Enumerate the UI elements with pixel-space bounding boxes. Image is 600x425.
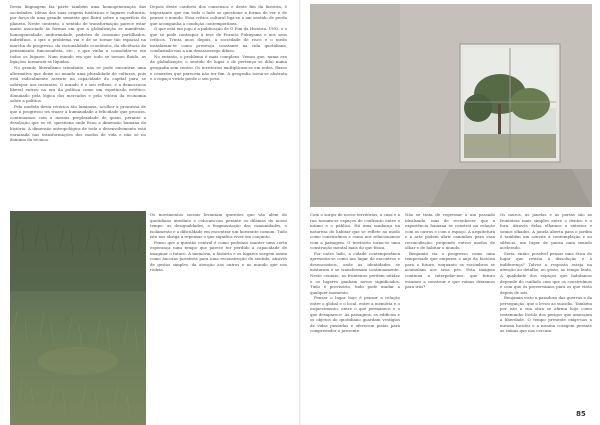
page-gutter (299, 0, 301, 425)
paragraph: Pela medida desta retórica tão luminosa, acolher a promessa de que o progresso irá trazer à humanidade a felicidade que procura, continuamos com a mesma perplexidade de quem, perante a desolação que se vê, questiona onde ficou a dimensão humana da história. A dimensão antropológica de todo o desenvolvimento está enraizada nas transformações dos modos de vida e não só no domínio da técnica. (10, 103, 146, 143)
paragraph: Os movimentos sociais levantam questões que vão além do quotidiano imediato e colocam-nos perante os dilemas do nosso tempo: as desigualdades, a fragmentação das comunidades, o isolamento e a dificuldade em encontrar um horizonte comum. Tudo isto nos obriga a repensar o que significa viver em conjunto. (150, 212, 287, 240)
page-number: 85 (576, 410, 586, 418)
paragraph: No grande liberalismo triunfante, não se pode encontrar uma alternativa que deixe ao mundo uma pluralidade de culturas, pois está radicalmente assente na capacidade do capital para se sobrepor aos restantes. O mundo é o seu reflexo, e a democracia liberal entrou na era da política como um espetáculo estético, dominado pela lógica dos mercados e pela vitória da economia sobre a política. (10, 65, 146, 104)
left-column-2 (150, 4, 287, 207)
right-column-2 (405, 212, 495, 410)
left-column-2-continued (150, 212, 287, 425)
right-column-1 (310, 212, 400, 410)
paragraph: Desta linguagem faz parte também uma homogeneização das sociedades. Ideias das suas origens históricas e lugares culturais, por força de uma grande semente que fluirá sobre a superfície do planeta. Neste contexto, o sentido de transformação parece estar muito associado às formas em que a globalização se manifesta: homogeneidade, uniformidade, padrões de consumo partilhados, indivíduos, o que o problema vai e de se tornar tão espacial na marcha do progresso, da racionalidade econômica, da eficiência do pensamento funcionalista, etc., e que vinha a consolidar-se em todos os lugares. Num mundo em que todo se tornou fluido, as ligações tornaram-se líquidas. (10, 4, 146, 65)
paragraph: Por outro lado, a cidade contemporânea apresenta-se como um lugar de encontros e desencontros, onde as identidades se misturam e se transformam continuamente. Neste cenário, as fronteiras perdem nitidez e os lugares ganham novos significados. Tudo é provisório, tudo pode mudar a qualquer momento. (310, 250, 400, 295)
paragraph: Os muros, as janelas e as portas são as fronteiras mais simples entre o dentro e o fora. Através delas olhamos o exterior e somos olhados. A janela aberta para o jardim é também um convite à contemplação e ao silêncio, um lugar de pausa num mundo acelerado. (500, 212, 592, 251)
left-column-1 (10, 4, 146, 207)
paragraph: Seria, então, possível pensar uma ética do lugar que resista à dissolução e à indiferença? Talvez a resposta esteja na atenção ao detalhe, ao gesto, ao tempo lento. A qualidade dos espaços que habitamos depende do cuidado com que os construímos e com que os preservamos para os que virão depois de nós. (500, 250, 592, 295)
right-column-3 (500, 212, 592, 402)
paragraph: Não se trata de regressar a um passado idealizado, mas de reconhecer que a experiência humana se constrói na relação com os outros e com o espaço. A arquitetura e a arte podem abrir caminhos para essa reconciliação, propondo outros modos de olhar e de habitar o mundo. (405, 212, 495, 251)
paragraph: Com o surgir de novos territórios, a casa e a rua tornam-se espaços de confronto entre o íntimo e o público. Há uma mudança na natureza do habitar que se reflete no modo como construímos e como nos relacionamos com a paisagem. O território torna-se uma construção mental mais do que física. (310, 212, 400, 251)
paragraph: Benjamin visto a paradoxo das guerras e da perseguição, que o levou ao suicídio. Também por isto a sua obra se afirma hoje como testemunho lúcido dos perigos que ameaçam a liberdade. O tempo presente exige-nos a mesma lucidez e a mesma coragem perante as ruínas que nos cercam. (500, 295, 592, 334)
paragraph: Benjamin via o progresso como uma tempestade que empurra o anjo da história para o futuro, enquanto os escombros se acumulam aos seus pés. Esta imagem continua a interpelar-nos: que futuro estamos a construir e que ruínas deixamos para trás? (405, 250, 495, 290)
paragraph: Pensar o lugar hoje é pensar a relação entre o global e o local, entre a memória e o esquecimento, entre o que permanece e o que desaparece. As paisagens, os edifícios e os objetos do quotidiano guardam vestígios de vidas passadas e oferecem pistas para compreender o presente. (310, 295, 400, 334)
grass-photo (10, 211, 146, 425)
paragraph: Depois deste conforto dos consensos e deste fim da história, é importante que em todo o lado se questione a forma de ver e de pensar o mundo. Essa crítica cultural liga-se a um sentido de perda que acompanha a condição contemporânea. (150, 4, 287, 26)
paragraph: O que está em jogo é a publicação de O Fim da História, 1992, e o que se pode contrapor à tese de Francis Fukuyama e aos seus críticos. Trinta anos depois, a sociedade de risco e o medo instalaram-se como presença constante na vida quotidiana, conduzindo-nos a um desassossego difuso. (150, 26, 287, 54)
window-photo (310, 4, 592, 207)
paragraph: No entanto, o problema é mais complexo. Vemos que, numa era de globalização, o sentido de lugar e de pertença se dilui numa geografia sem centro. Os territórios multiplicam-se em redes, fluxos e conexões que parecem não ter fim. A geografia torna-se abstrata e o espaço vivido perde o seu peso. (150, 53, 287, 82)
paragraph: Penso que a questão central é como podemos manter uma certa esperança num tempo que parece ter perdido a capacidade de imaginar o futuro. A memória, a história e os lugares surgem assim como âncoras possíveis para uma reconstrução do sentido, através de gestos simples, da atenção aos outros e ao mundo que nos rodeia. (150, 239, 287, 273)
